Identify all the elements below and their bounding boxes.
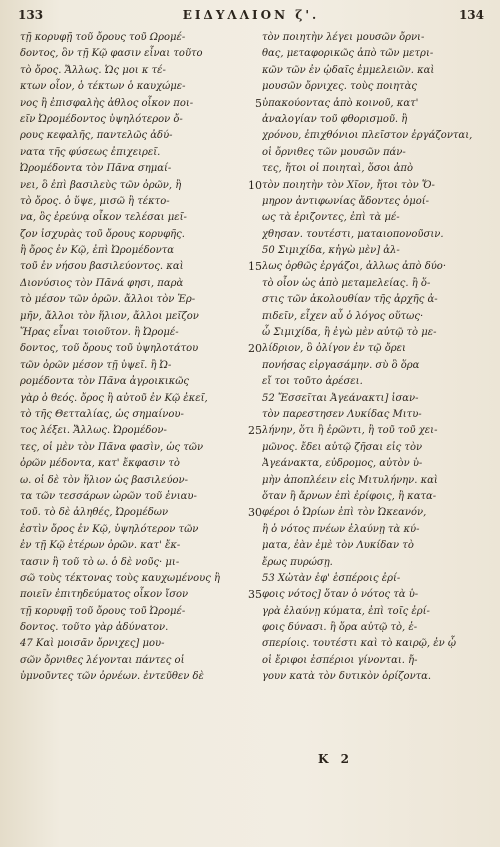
line-number [244,555,262,571]
line-number: 15 [248,260,262,274]
text-line: τῶν ὀρῶν μέσον τῇ ὑψεῖ. ἢ Ὠ- [20,359,172,371]
left-text-column [20,30,222,686]
line-number [244,227,262,243]
text-line: μουσῶν ὄρνιχες. τοὺς ποιητὰς [262,81,417,93]
text-line: νει, ὃ ἐπὶ βασιλεὺς τῶν ὀρῶν, ἢ [20,179,182,191]
text-line: σῶν ὄρνιθες λέγονται πάντες οἱ [20,654,185,666]
running-title: ΕΙΔΥΛΛΙΟΝ ζ'. [182,8,320,22]
text-line: νατα τῆς φύσεως ἐπιχειρεῖ. [20,146,161,158]
text-line: μῶνος. ἔδει αὐτῷ ζῆσαι εἰς τὸν [262,441,423,453]
text-line: ἢ ὄρος ἐν Κῷ, ἐπὶ Ὠρομέδοντα [20,245,174,257]
text-line: ὦ Σιμιχίδα, ἢ ἐγὼ μὲν αὐτῷ τὸ με- [262,327,437,339]
text-line: γρὰ ἐλαύνῃ κύματα, ἐπὶ τοῖς ἐρί- [262,605,430,617]
line-number [244,30,262,46]
text-line: ρομέδοντα τὸν Πᾶνα ἀγροικικῶς [20,376,189,388]
text-line: ἀναλογίαν τοῦ φθορισμοῦ. ἢ [262,113,408,125]
text-line: τῇ κορυφῇ τοῦ ὄρους τοῦ Ὠρομέ- [20,605,186,617]
text-line: πιδεῖν, εἶχεν αὖ ὁ λόγος οὕτως· [262,310,424,322]
text-line: 50 Σιμιχίδα, κἠγὼ μὲν] ἀλ- [262,245,400,257]
line-number [244,79,262,95]
text-line: σπερίοις. τουτέστι καὶ τὸ καιρῷ, ἐν ᾧ [262,638,456,650]
text-line: νος ἢ ἐπισφαλὴς ἀθλος οἶκον ποι- [20,97,194,109]
text-line: μῆν, ἄλλοι τὸν ἥλιον, ἄλλοι μεῖζον [20,310,199,322]
line-number [244,669,262,685]
signature-mark: K 2 [318,752,353,766]
text-line: χρόνου, ἐπιχθόνιοι πλεῖστον ἐργάζονται, [262,130,473,142]
text-line: γουν κατὰ τὸν δυτικὸν ὁρίζοντα. [262,671,432,683]
line-number [244,391,262,407]
text-line: να, ὃς ἐρεύνᾳ οἶκον τελέσαι μεῖ- [20,212,187,224]
line-number [244,456,262,472]
text-line: εἴ τοι τοῦτο ἀρέσει. [262,376,363,388]
line-number [244,243,262,259]
line-number [244,374,262,390]
line-number [244,276,262,292]
line-number [244,407,262,423]
text-line: θας, μεταφορικῶς ἀπὸ τῶν μετρι- [262,48,434,60]
text-line: λήνην, ὅτι ἢ ἐρῶντι, ἢ τοῦ τοῦ χει- [262,425,438,437]
text-line: φοις δύνασι. ἢ ὅρα αὐτῷ τὸ, ἑ- [262,622,418,634]
text-line: 53 Χὠτὰν ἐφ' ἑσπέροις ἐρί- [262,572,401,584]
text-line: λως ὀρθῶς ἐργάζοι, ἀλλως ἀπὸ δύο· [262,261,447,273]
text-line: τὸ τῆς Θετταλίας, ὡς σημαίνου- [20,408,184,420]
text-line: ὀρῶν μέδοντα, κατ' ἔκφασιν τὸ [20,458,180,470]
page-header [18,8,484,26]
line-number [244,145,262,161]
text-line: δοντος. τοῦτο γὰρ ἀδύνατον. [20,622,169,634]
line-number [244,538,262,554]
text-line: ἐστὶν ὄρος ἐν Κῷ, ὑψηλότερον τῶν [20,523,199,535]
text-line: 52 Ἔσσεῖται Ἀγεάνακτι] ἰσαν- [262,392,419,404]
line-number [244,112,262,128]
text-line: ὑμνοῦντες τῶν ὀρνέων. ἐντεῦθεν δὲ [20,671,204,683]
line-number: 35 [248,588,262,602]
line-number: 25 [248,424,262,438]
text-line: τασιν ἢ τοῦ τὸ ω. ὁ δὲ νοῦς· μι- [20,556,180,568]
text-line: μηρον ἀντιφωνίας ἄδοντες ὁμοί- [262,195,430,207]
text-line: δοντος, τοῦ ὄρους τοῦ ὑψηλοτάτου [20,343,199,355]
text-line: οἱ ὄρνιθες τῶν μουσῶν πάν- [262,146,406,158]
text-line: στις τῶν ἀκολουθίαν τῆς ἀρχῆς ἀ- [262,294,438,306]
text-line: ζον ἰσχυρὰς τοῦ ὄρους κορυφῆς. [20,228,185,240]
text-line: Ἀγεάνακτα, εὐδρομος, αὐτὸν ὑ- [262,458,423,470]
line-number [244,128,262,144]
text-line: κτων οἷον, ὁ τέκτων ὁ καυχώμε- [20,81,186,93]
line-number [244,63,262,79]
text-line: πονήσας εἰργασάμην. σὺ ὃ ὅρα [262,359,420,371]
text-line: Ὠρομέδοντα τὸν Πᾶνα σημαί- [20,163,172,175]
text-line: δοντος, ὃν τῇ Κῷ φασιν εἶναι τοῦτο [20,48,203,60]
text-line: εῖν Ὠρομέδοντος ὑψηλότερον ὄ- [20,113,183,125]
text-line: γὰρ ὁ θεός. ὄρος ἢ αὐτοῦ ἐν Κῷ ἐκεῖ, [20,392,208,404]
line-number [244,636,262,652]
line-number-gutter [244,30,262,686]
line-number [244,489,262,505]
text-line: ἢ ὁ νότος πνέων ἐλαύνῃ τὰ κύ- [262,523,420,535]
line-number [244,292,262,308]
text-line: τὸ ὄρος. Ἄλλως. Ὡς μοι κ τέ- [20,64,166,76]
text-line: ἔρως πυρώσῃ. [262,556,333,568]
text-line: φοις νότος] ὅταν ὁ νότος τὰ ὑ- [262,589,419,601]
text-line: τὸ μέσον τῶν ὀρῶν. ἄλλοι τὸν Ἑρ- [20,294,196,306]
text-line: τῇ κορυφῇ τοῦ ὄρους τοῦ Ωρομέ- [20,32,186,43]
line-number: 5 [255,96,262,110]
text-line: ὅταν ἢ ἄρνων ἐπὶ ἐρίφοις, ἢ κατα- [262,490,437,502]
line-number [244,161,262,177]
text-line: Διονύσιος τὸν Πᾶνά φησι, παρὰ [20,277,184,289]
text-line: Ἥρας εἶναι τοιοῦτον. ἢ Ὠρομέ- [20,327,179,339]
text-line: οἱ ἔριφοι ἑσπέριοι γίνονται. ἤ- [262,654,418,666]
text-line: τὸν ποιητὴν τὸν Χῖον, ἤτοι τὸν Ὅ- [262,179,435,191]
text-line: ως τὰ ἐριζοντες, ἐπὶ τὰ μέ- [262,212,400,224]
line-number [244,653,262,669]
line-number [244,309,262,325]
text-line: τοῦ. τὸ δὲ ἀληθές, Ὠρομέδων [20,507,169,519]
line-number [244,440,262,456]
text-line: μὴν ἀποπλέειν εἰς Μιτυλήνην. καὶ [262,474,438,486]
text-line: φέροι ὁ Ὠρίων ἐπὶ τὸν Ὠκεανόν, [262,507,427,519]
line-number [244,358,262,374]
line-number: 30 [248,506,262,520]
text-line: ματα, ἐὰν ἐμὲ τὸν Λυκίδαν τὸ [262,540,414,552]
line-number: 10 [248,178,262,192]
line-number [244,473,262,489]
text-line: τες, ἤτοι οἱ ποιηταὶ, ὅσοι ἀπὸ [262,163,414,175]
text-line: χθησαν. τουτέστι, ματαιοπονοῦσιν. [262,228,444,240]
line-number [244,522,262,538]
text-line: ποιεῖν ἐπιτηδεύματος οἶκον ἴσον [20,589,189,601]
right-page-number: 134 [458,8,484,22]
text-line: λίδριον, ὃ ὀλίγον ἐν τῷ ὄρει [262,343,406,355]
text-line: ω. οἱ δὲ τὸν ἥλιον ὡς βασιλεύον- [20,474,189,486]
text-line: ἐν τῇ Κῷ ἑτέρων ὀρῶν. κατ' ἔκ- [20,540,181,552]
line-number [244,194,262,210]
text-line: τος λέξει. Ἄλλως. Ὠρομέδον- [20,425,167,437]
text-line: σῶ τοὺς τέκτονας τοὺς καυχωμένους ἢ [20,572,221,584]
text-line: τὸ ὄρος. ὁ ὕψε, μισῶ ἢ τέκτο- [20,195,170,207]
line-number [244,210,262,226]
text-line: τὸν παρεστησεν Λυκίδας Μιτυ- [262,408,422,420]
line-number [244,620,262,636]
text-line: 47 Καὶ μοισᾶν ὄρνιχες] μου- [20,638,165,650]
text-line: τὸ οἶον ὡς ἀπὸ μεταμελείας. ἢ ὅ- [262,277,431,289]
line-number [244,325,262,341]
text-line: τες, οἱ μὲν τὸν Πᾶνα φασὶν, ὡς τῶν [20,441,204,453]
text-line: τοῦ ἐν νήσου βασιλεύοντος. καὶ [20,261,184,273]
text-line: τὸν ποιητὴν λέγει μουσῶν ὄρνι- [262,32,425,43]
line-number [244,46,262,62]
line-number [244,571,262,587]
line-number [244,604,262,620]
right-text-column [262,30,486,686]
left-page-number: 133 [18,8,44,22]
text-line: ὑπακούοντας ἀπὸ κοινοῦ, κατ' [262,97,419,109]
text-line: ρους κεφαλῆς, παντελῶς ἀδύ- [20,130,173,142]
text-line: τα τῶν τεσσάρων ὡρῶν τοῦ ἐνιαυ- [20,490,197,502]
text-line: κῶν τῶν ἐν ᾠδαῖς ἐμμελειῶν. καὶ [262,64,435,76]
line-number: 20 [248,342,262,356]
